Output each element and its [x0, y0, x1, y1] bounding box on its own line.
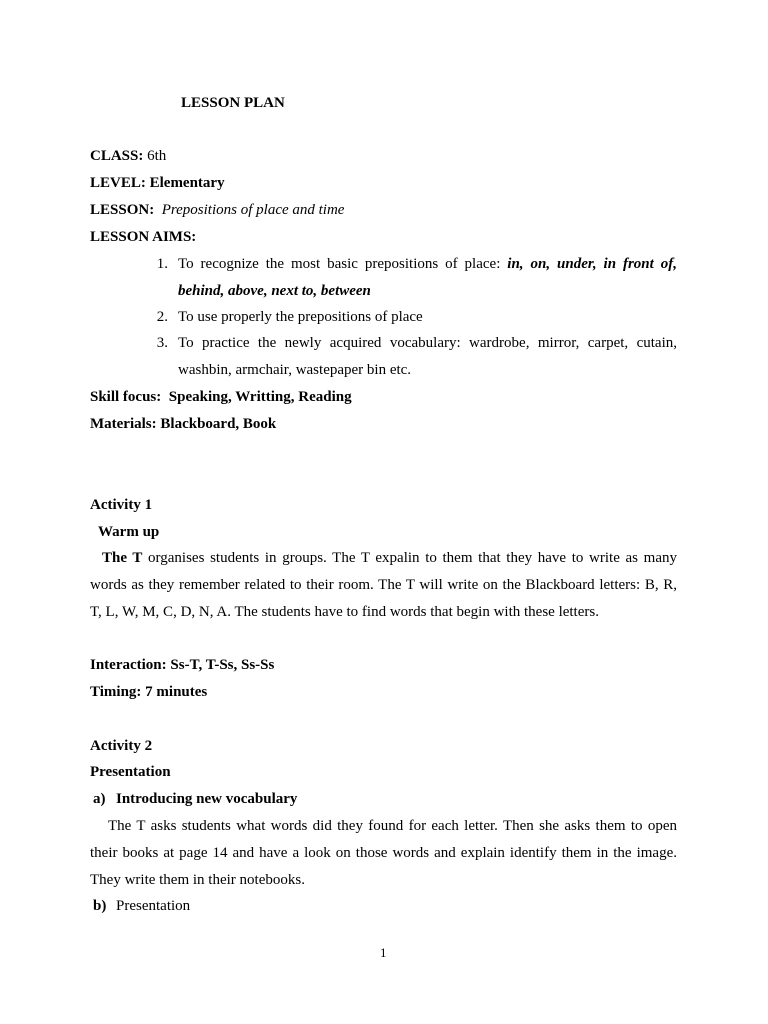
- activity-1-interaction: Interaction: Ss-T, T-Ss, Ss-Ss: [90, 657, 275, 673]
- section-b-marker: b): [93, 898, 107, 914]
- aim-1-line-1: [178, 254, 677, 274]
- activity-1-subheading: Warm up: [98, 524, 160, 540]
- materials-label: Materials:: [90, 416, 157, 432]
- aim-1-prepositions: in, on, under, in front of,: [507, 256, 677, 272]
- aim-1-line-2: behind, above, next to, between: [178, 283, 371, 299]
- aim-3-line-1: To practice the newly acquired vocabulary: wardrobe, mirror, carpet, cutain,: [178, 335, 677, 351]
- level-line: [90, 173, 225, 193]
- materials-line: [90, 414, 276, 434]
- section-a-line-2: their books at page 14 and have a look on those words and explain identify them in the image.: [90, 845, 677, 861]
- skill-focus-line: [90, 387, 352, 407]
- class-label: CLASS:: [90, 148, 144, 164]
- activity-1-paragraph-line-3: T, L, W, M, C, D, N, A. The students have to find words that begin with these letters.: [90, 604, 599, 620]
- level-label: LEVEL:: [90, 175, 146, 191]
- lesson-aims-label: LESSON AIMS:: [90, 229, 197, 245]
- section-a-marker: a): [93, 791, 106, 807]
- section-b-title: Presentation: [116, 898, 191, 914]
- section-a-title: Introducing new vocabulary: [116, 791, 298, 807]
- activity-1-paragraph-line-2: words as they remember related to their room. The T will write on the Blackboard letters: B, R,: [90, 577, 677, 593]
- activity-1-paragraph-line-1: [90, 548, 677, 568]
- aim-2-text: To use properly the prepositions of place: [178, 309, 423, 325]
- class-value: 6th: [147, 148, 167, 164]
- section-a-line-3: They write them in their notebooks.: [90, 872, 305, 888]
- aim-3-line-2: washbin, armchair, wastepaper bin etc.: [178, 362, 412, 378]
- section-a-line-1: The T asks students what words did they found for each letter. Then she asks them to open: [108, 818, 677, 834]
- aim-1-text: To recognize the most basic prepositions of place:: [178, 256, 501, 272]
- aim-2-number: 2.: [156, 309, 168, 325]
- class-line: [90, 146, 166, 166]
- activity-1-lead: The T: [102, 550, 143, 566]
- activity-2-subheading: Presentation: [90, 764, 171, 780]
- page-title: LESSON PLAN: [181, 95, 285, 111]
- materials-value: Blackboard, Book: [160, 416, 277, 432]
- lesson-value: Prepositions of place and time: [161, 202, 345, 218]
- skill-focus-label: Skill focus:: [90, 389, 162, 405]
- page-number: 1: [380, 945, 387, 960]
- level-value: Elementary: [149, 175, 225, 191]
- skill-focus-value: Speaking, Writting, Reading: [168, 389, 352, 405]
- aim-1-number: 1.: [156, 256, 168, 272]
- activity-1-line-1-text: organises students in groups. The T expalin to them that they have to write as many: [148, 550, 677, 566]
- aim-3-number: 3.: [156, 335, 168, 351]
- activity-1-heading: Activity 1: [90, 497, 153, 513]
- lesson-label: LESSON:: [90, 202, 155, 218]
- activity-2-heading: Activity 2: [90, 738, 153, 754]
- activity-1-timing: Timing: 7 minutes: [90, 684, 208, 700]
- lesson-line: [90, 200, 344, 220]
